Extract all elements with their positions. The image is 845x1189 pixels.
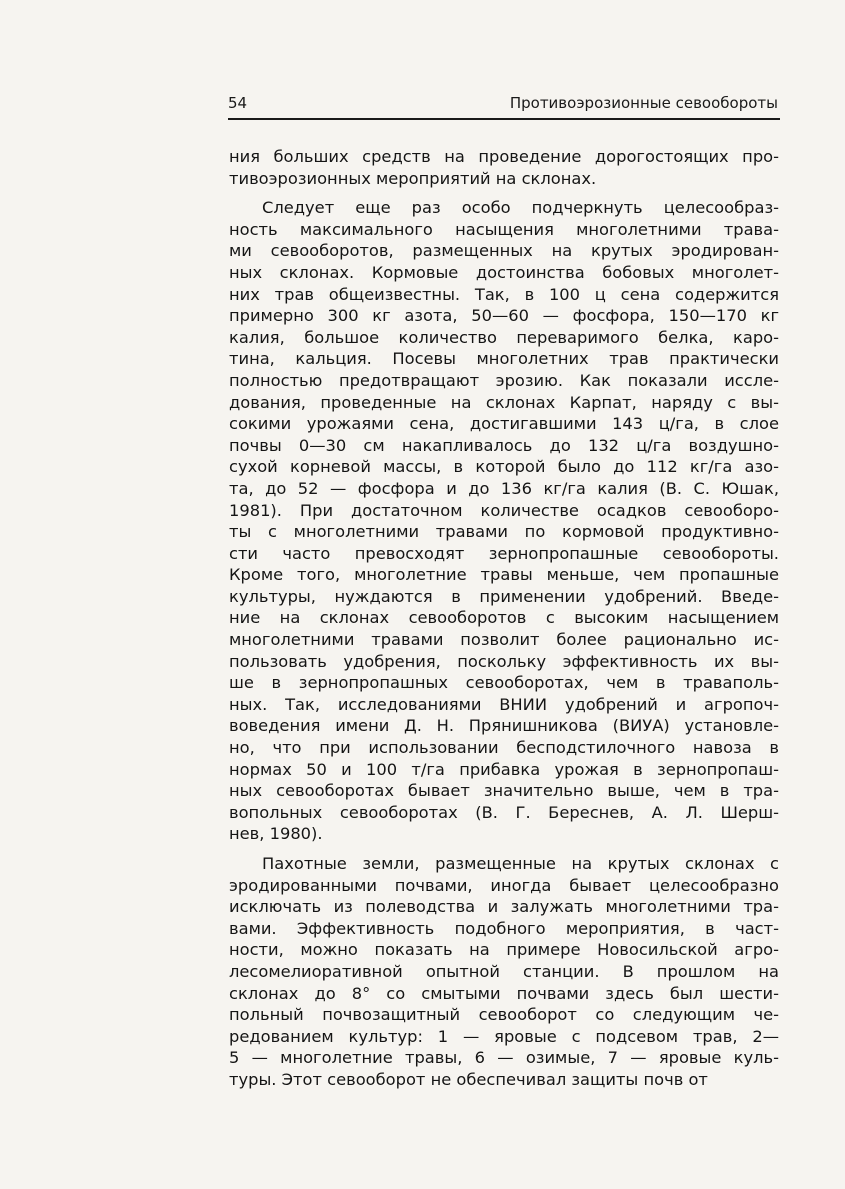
text-line: исключать из полеводства и залужать многолетними тра-: [229, 897, 779, 917]
text-line: воведения имени Д. Н. Прянишникова (ВИУА) установле-: [229, 716, 779, 736]
text-line: польный почвозащитный севооборот со следующим че-: [229, 1005, 779, 1025]
text-line: ных севооборотах бывает значительно выше, чем в тра-: [229, 781, 779, 801]
paragraph: [229, 197, 779, 845]
text-line: сухой корневой массы, в которой было до 112 кг/га азо-: [229, 457, 779, 477]
text-line: туры. Этот севооборот не обеспечивал защиты почв от: [229, 1069, 708, 1089]
text-line: полностью предотвращают эрозию. Как показали иссле-: [229, 370, 779, 390]
text-line: тина, кальция. Посевы многолетних трав практически: [229, 349, 779, 369]
text-line: ность максимального насыщения многолетними трава-: [229, 219, 779, 239]
text-line: эродированными почвами, иногда бывает целесообразно: [229, 875, 779, 895]
running-title: Противоэрозионные севообороты: [509, 94, 778, 112]
text-line: пользовать удобрения, поскольку эффективность их вы-: [229, 651, 779, 671]
text-line: почвы 0—30 см накапливалось до 132 ц/га воздушно-: [229, 435, 779, 455]
paragraph: [229, 146, 779, 189]
text-line: ных. Так, исследованиями ВНИИ удобрений и агропоч-: [229, 694, 779, 714]
text-line: калия, большое количество переваримого белка, каро-: [229, 327, 779, 347]
running-header: [228, 88, 780, 120]
text-line: примерно 300 кг азота, 50—60 — фосфора, 150—170 кг: [229, 306, 779, 326]
text-line: но, что при использовании бесподстилочного навоза в: [229, 738, 779, 758]
text-line: многолетними травами позволит более рационально ис-: [229, 630, 779, 650]
text-line: Пахотные земли, размещенные на крутых склонах с: [262, 854, 779, 873]
body-text: [229, 146, 779, 1091]
text-line: ты с многолетними травами по кормовой продуктивно-: [229, 522, 779, 542]
text-line: тивоэрозионных мероприятий на склонах.: [229, 168, 597, 188]
text-line: 5 — многолетние травы, 6 — озимые, 7 — яровые куль-: [229, 1048, 779, 1068]
paragraph: [229, 853, 779, 1091]
text-line: ше в зернопропашных севооборотах, чем в траваполь-: [229, 673, 779, 693]
text-line: дования, проведенные на склонах Карпат, наряду с вы-: [229, 392, 779, 412]
text-line: вами. Эффективность подобного мероприятия, в част-: [229, 918, 779, 938]
text-line: нев, 1980).: [229, 824, 323, 844]
paragraph-gap: [229, 189, 779, 197]
text-line: них трав общеизвестны. Так, в 100 ц сена содержится: [229, 284, 779, 304]
text-line: культуры, нуждаются в применении удобрений. Введе-: [229, 586, 779, 606]
text-line: сокими урожаями сена, достигавшими 143 ц/га, в слое: [229, 414, 779, 434]
text-line: нормах 50 и 100 т/га прибавка урожая в зернопропаш-: [229, 759, 779, 779]
text-line: лесомелиоративной опытной станции. В прошлом на: [229, 961, 779, 981]
paragraph-gap: [229, 845, 779, 853]
text-line: Следует еще раз особо подчеркнуть целесообраз-: [262, 198, 779, 218]
text-line: та, до 52 — фосфора и до 136 кг/га калия (В. С. Юшак,: [229, 478, 779, 498]
text-line: ния больших средств на проведение дорогостоящих про-: [229, 147, 779, 166]
text-line: ных склонах. Кормовые достоинства бобовых многолет-: [229, 262, 779, 282]
text-line: сти часто превосходят зернопропашные севообороты.: [229, 543, 779, 563]
text-line: ности, можно показать на примере Новосильской агро-: [229, 940, 779, 960]
text-line: редованием культур: 1 — яровые с подсевом трав, 2—: [229, 1026, 779, 1046]
text-line: 1981). При достаточном количестве осадков севооборо-: [229, 500, 779, 520]
text-line: вопольных севооборотах (В. Г. Береснев, А. Л. Шерш-: [229, 802, 779, 822]
text-line: ние на склонах севооборотов с высоким насыщением: [229, 608, 779, 628]
text-line: ми севооборотов, размещенных на крутых эродирован-: [229, 241, 779, 261]
text-line: склонах до 8° со смытыми почвами здесь был шести-: [229, 983, 779, 1003]
text-line: Кроме того, многолетние травы меньше, чем пропашные: [229, 565, 779, 585]
page-number: 54: [228, 94, 248, 112]
